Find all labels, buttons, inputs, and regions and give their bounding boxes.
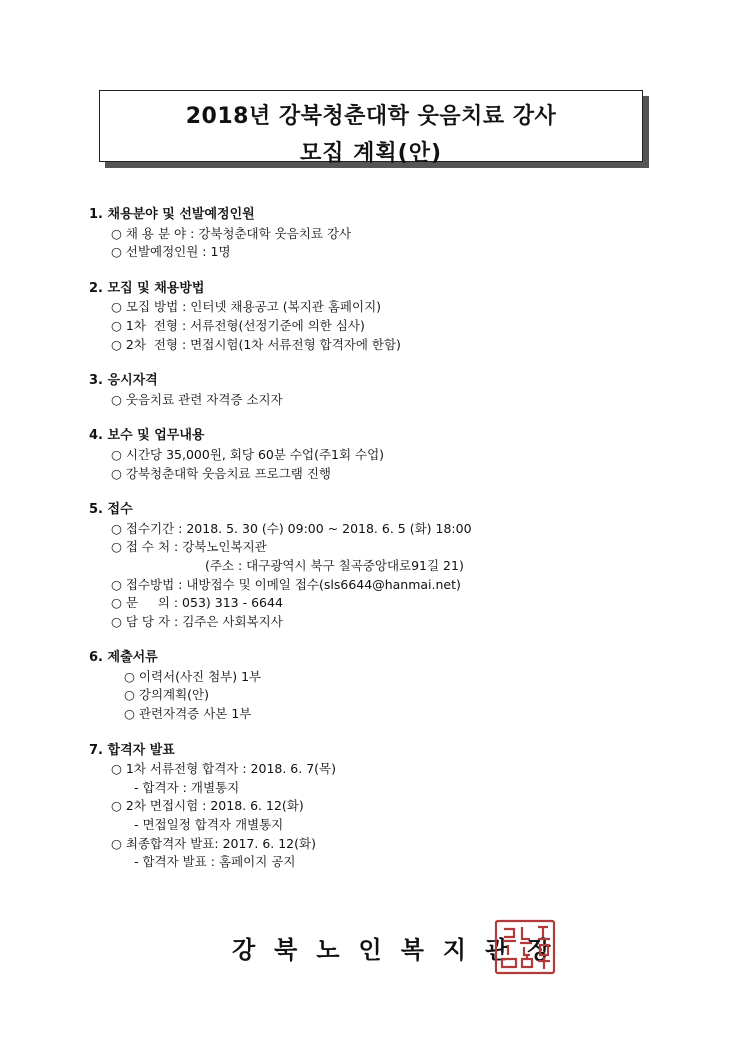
section-heading: 5. 접수 [89, 502, 133, 518]
section-application [89, 501, 689, 631]
list-item: ○ 강의계획(안) [124, 687, 210, 703]
section-pay-and-duties [89, 427, 689, 483]
list-item: ○ 2차 전형 : 면접시험(1차 서류전형 합격자에 한함) [111, 336, 401, 352]
list-item: ○ 선발예정인원 : 1명 [111, 244, 231, 260]
sub-item: - 면접일정 합격자 개별통지 [134, 817, 284, 833]
section-heading: 2. 모집 및 채용방법 [89, 280, 205, 296]
list-item: ○ 웃음치료 관련 자격증 소지자 [111, 391, 283, 407]
list-item: ○ 접 수 처 : 강북노인복지관 [111, 539, 267, 555]
sub-item: - 합격자 : 개별통지 [134, 779, 240, 795]
document-title-line2: 모집 계획(안) [299, 141, 443, 166]
section-recruitment-method [89, 280, 689, 354]
section-documents [89, 649, 689, 723]
list-item: ○ 채 용 분 야 : 강북청춘대학 웃음치료 강사 [111, 225, 352, 241]
list-item: ○ 접수기간 : 2018. 5. 30 (수) 09:00 ~ 2018. 6. 5 (화) 18:00 [111, 520, 472, 536]
document-body [89, 206, 689, 890]
list-item: ○ 강북청춘대학 웃음치료 프로그램 진행 [111, 465, 332, 481]
section-announcement [89, 742, 689, 872]
list-item: ○ 문 의 : 053) 313 - 6644 [111, 595, 283, 611]
list-item: ○ 시간당 35,000원, 회당 60분 수업(주1회 수업) [111, 446, 385, 462]
section-heading: 7. 합격자 발표 [89, 742, 175, 758]
section-heading: 4. 보수 및 업무내용 [89, 428, 205, 444]
list-item: ○ 2차 면접시험 : 2018. 6. 12(화) [111, 798, 304, 814]
section-recruitment-field [89, 206, 689, 262]
document-title-line1: 2018년 강북청춘대학 웃음치료 강사 [185, 104, 557, 129]
address-line: (주소 : 대구광역시 북구 칠곡중앙대로91길 21) [205, 557, 464, 573]
sub-item: - 합격자 발표 : 홈페이지 공지 [134, 854, 296, 870]
list-item: ○ 이력서(사진 첨부) 1부 [124, 668, 262, 684]
section-heading: 6. 제출서류 [89, 650, 158, 666]
list-item: ○ 1차 전형 : 서류전형(선정기준에 의한 심사) [111, 317, 365, 333]
list-item: ○ 1차 서류전형 합격자 : 2018. 6. 7(목) [111, 761, 336, 777]
list-item: ○ 담 당 자 : 김주은 사회복지사 [111, 613, 283, 629]
list-item: ○ 접수방법 : 내방접수 및 이메일 접수(sls6644@hanmai.net) [111, 576, 461, 592]
list-item: ○ 관련자격증 사본 1부 [124, 706, 252, 722]
organization-signature: 강북노인복지관장 [232, 935, 570, 964]
list-item: ○ 모집 방법 : 인터넷 채용공고 (복지관 홈페이지) [111, 299, 382, 315]
section-qualification [89, 372, 689, 409]
list-item: ○ 최종합격자 발표: 2017. 6. 12(화) [111, 835, 316, 851]
official-seal-stamp [494, 919, 556, 975]
title-box [99, 90, 643, 166]
section-heading: 1. 채용분야 및 선발예정인원 [89, 207, 255, 222]
section-heading: 3. 응시자격 [89, 373, 158, 389]
